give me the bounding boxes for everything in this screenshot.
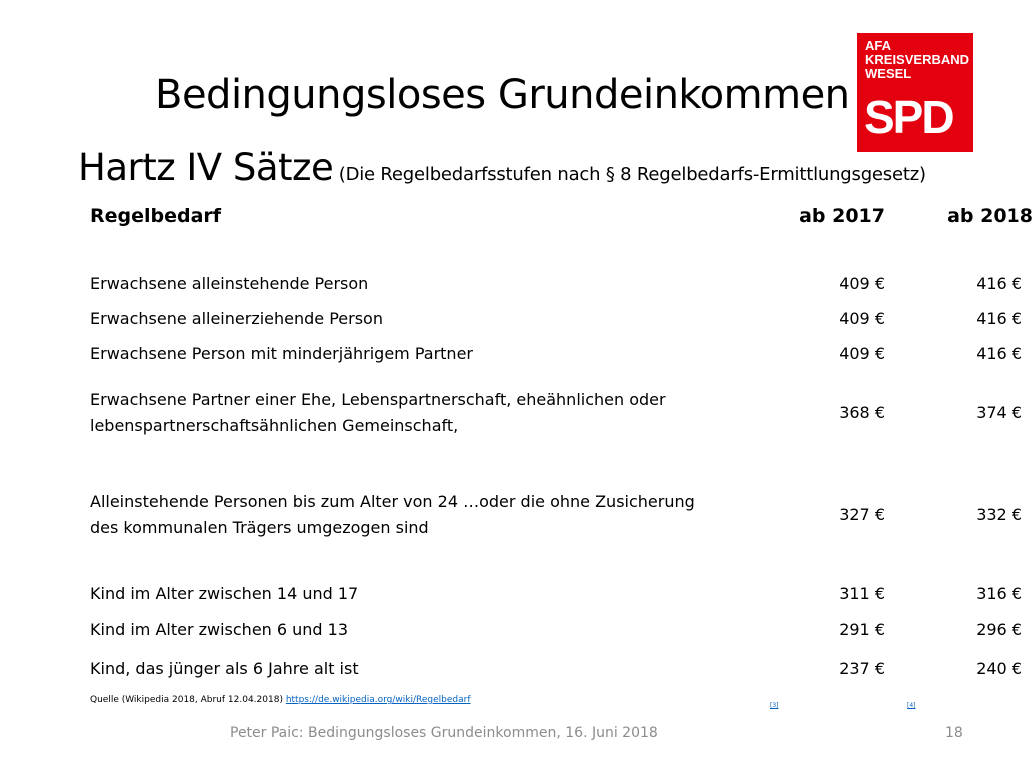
row-value-2017: 311 € [839, 584, 885, 603]
logo-line-3: WESEL [865, 66, 912, 81]
row-label: Erwachsene alleinstehende Person [90, 274, 369, 293]
slide-subtitle [78, 146, 926, 189]
row-label: Erwachsene Person mit minderjährigem Partner [90, 344, 473, 363]
row-value-2017: 409 € [839, 309, 885, 328]
row-label: Kind im Alter zwischen 6 und 13 [90, 620, 349, 639]
page-number: 18 [945, 725, 963, 741]
header-2018: ab 2018 [947, 205, 1033, 227]
reference-link-3[interactable]: [3] [770, 702, 779, 709]
row-value-2018: 374 € [976, 403, 1022, 422]
row-value-2018: 416 € [976, 274, 1022, 293]
source-text: Quelle (Wikipedia 2018, Abruf 12.04.2018) [90, 695, 286, 705]
reference-link-4[interactable]: [4] [907, 702, 916, 709]
logo-line-1: AFA [865, 38, 891, 53]
logo-brand: SPD [864, 91, 953, 143]
row-value-2018: 240 € [976, 659, 1022, 678]
row-value-2017: 237 € [839, 659, 885, 678]
row-value-2017: 368 € [839, 403, 885, 422]
logo-text [865, 39, 969, 81]
row-value-2018: 316 € [976, 584, 1022, 603]
slide-footer: Peter Paic: Bedingungsloses Grundeinkommen, 16. Juni 2018 [230, 725, 658, 741]
row-label: Alleinstehende Personen bis zum Alter von 24 …oder die ohne Zusicherung des kommunalen Trägers umgezogen sind [90, 492, 695, 537]
subtitle-main: Hartz IV Sätze [78, 146, 334, 189]
row-label: Erwachsene Partner einer Ehe, Lebenspartnerschaft, eheähnlichen oder lebenspartnerschaftsähnlichen Gemeinschaft, [90, 390, 666, 435]
source-note [90, 695, 471, 705]
row-value-2018: 296 € [976, 620, 1022, 639]
header-regelbedarf: Regelbedarf [90, 205, 222, 227]
header-2017: ab 2017 [799, 205, 885, 227]
row-value-2017: 327 € [839, 505, 885, 524]
row-value-2017: 409 € [839, 274, 885, 293]
row-label: Erwachsene alleinerziehende Person [90, 309, 383, 328]
row-label: Kind, das jünger als 6 Jahre alt ist [90, 659, 359, 678]
row-label: Kind im Alter zwischen 14 und 17 [90, 584, 359, 603]
spd-logo [857, 33, 973, 152]
row-value-2018: 332 € [976, 505, 1022, 524]
row-value-2017: 291 € [839, 620, 885, 639]
subtitle-note: (Die Regelbedarfsstufen nach § 8 Regelbedarfs-Ermittlungsgesetz) [333, 164, 926, 185]
source-link[interactable]: https://de.wikipedia.org/wiki/Regelbedarf [285, 695, 471, 705]
slide-title: Bedingungsloses Grundeinkommen [155, 72, 850, 118]
row-value-2017: 409 € [839, 344, 885, 363]
row-value-2018: 416 € [976, 344, 1022, 363]
logo-line-2: KREISVERBAND [865, 52, 970, 67]
row-value-2018: 416 € [976, 309, 1022, 328]
